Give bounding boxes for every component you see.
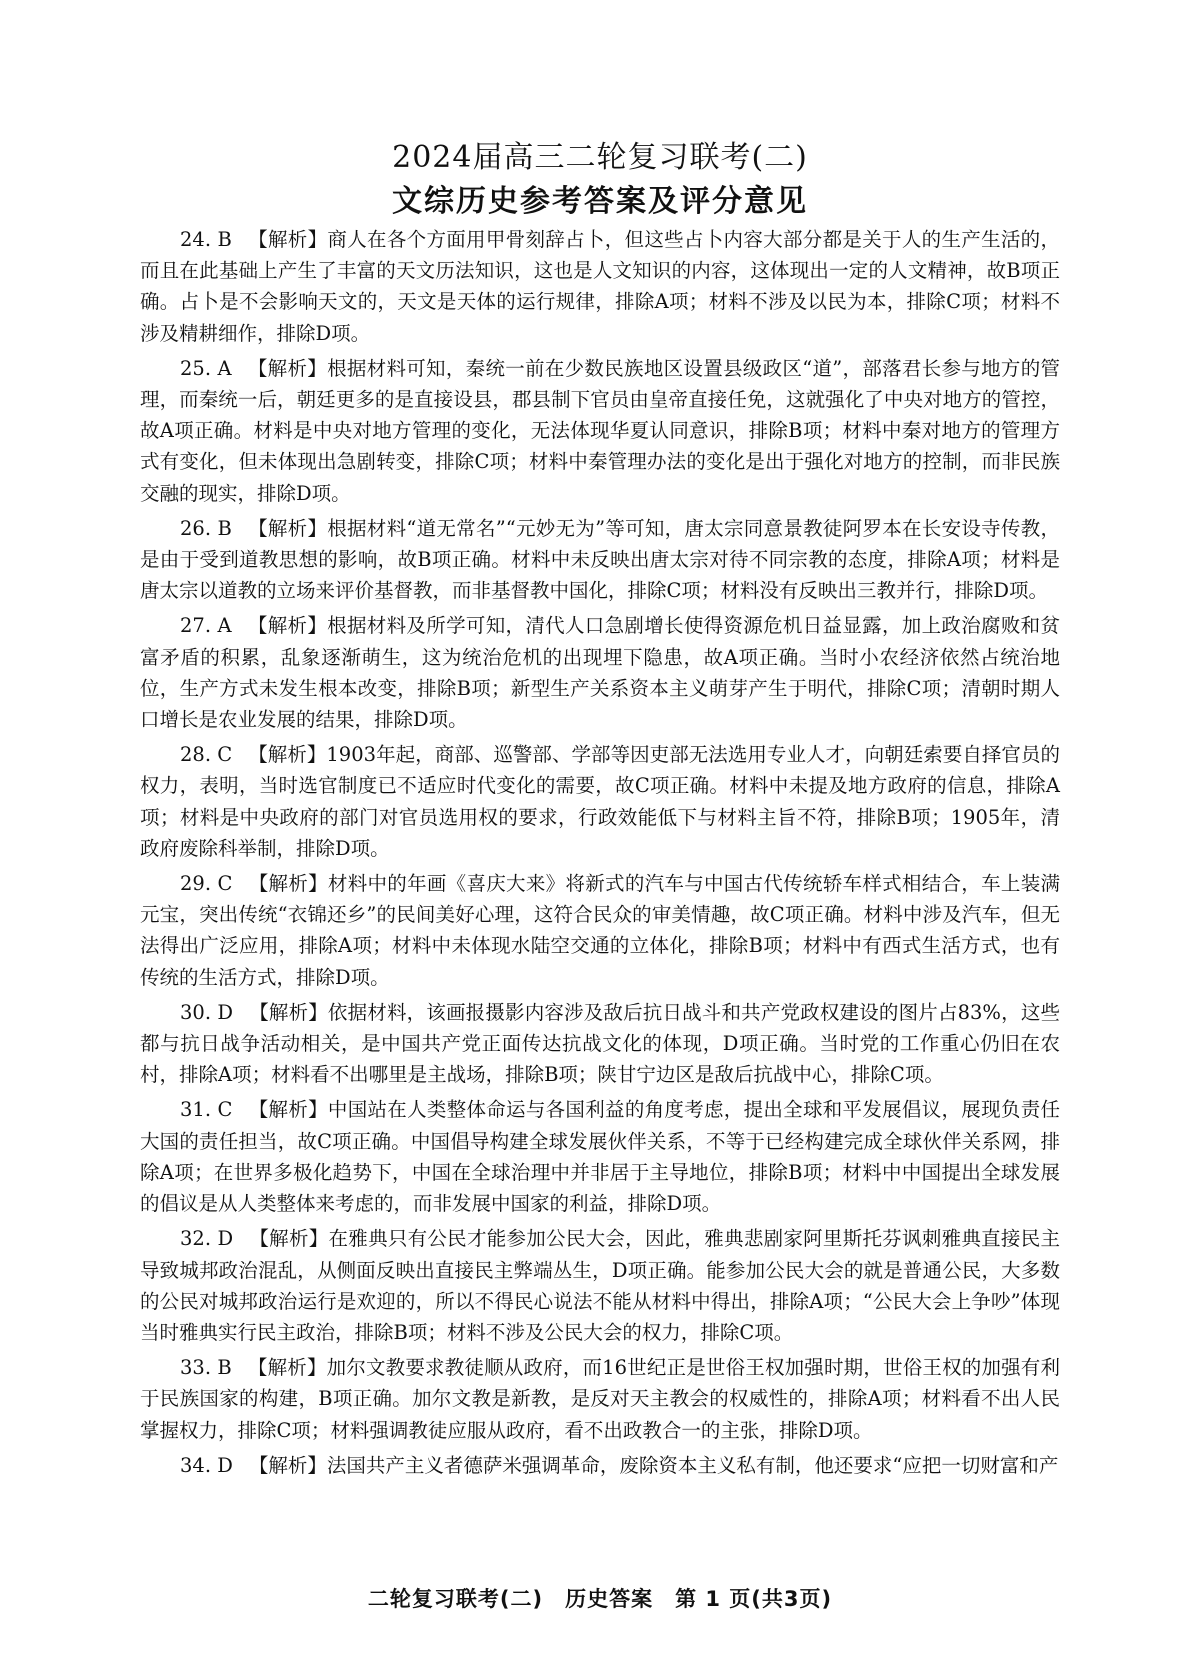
question-number: 27. A [180,614,232,638]
answer-explanation: 【解析】根据材料及所学可知，清代人口急剧增长使得资源危机日益显露，加上政治腐败和贫富矛盾的积累，乱象逐渐萌生，这为统治危机的出现埋下隐患，故A项正确。当时小农经济依然占统治地位，生产方式未发生根本改变，排除B项；新型生产关系资本主义萌芽产生于明代，排除C项；清朝时期人口增长是农业发展的结果，排除D项。 [140,614,1060,732]
answer-explanation: 【解析】根据材料“道无常名”“元妙无为”等可知，唐太宗同意景教徒阿罗本在长安设寺传教，是由于受到道教思想的影响，故B项正确。材料中未反映出唐太宗对待不同宗教的态度，排除A项；材料是唐太宗以道教的立场来评价基督教，而非基督教中国化，排除C项；材料没有反映出三教并行，排除D项。 [140,516,1060,603]
question-number: 28. C [180,743,233,767]
answer-item-28 [140,739,1060,864]
document-subtitle: 文综历史参考答案及评分意见 [392,184,808,219]
answer-explanation: 【解析】1903年起，商部、巡警部、学部等因吏部无法选用专业人才，向朝廷索要自择官员的权力，表明，当时选官制度已不适应时代变化的需要，故C项正确。材料中未提及地方政府的信息，排除A项；材料是中央政府的部门对官员选用权的要求，行政效能低下与材料主旨不符，排除B项；1905年，清政府废除科举制，排除D项。 [140,743,1060,860]
answer-item-27 [140,610,1060,735]
answer-explanation: 【解析】材料中的年画《喜庆大来》将新式的汽车与中国古代传统轿车样式相结合，车上装满元宝，突出传统“衣锦还乡”的民间美好心理，这符合民众的审美情趣，故C项正确。材料中涉及汽车，但无法得出广泛应用，排除A项；材料中未体现水陆空交通的立体化，排除B项；材料中有西式生活方式，也有传统的生活方式，排除D项。 [140,872,1060,989]
answer-explanation: 【解析】中国站在人类整体命运与各国利益的角度考虑，提出全球和平发展倡议，展现负责任大国的责任担当，故C项正确。中国倡导构建全球发展伙伴关系，不等于已经构建完成全球伙伴关系网，排除A项；在世界多极化趋势下，中国在全球治理中并非居于主导地位，排除B项；材料中中国提出全球发展的倡议是从人类整体来考虑的，而非发展中国家的利益，排除D项。 [140,1098,1060,1216]
answer-item-24 [140,224,1060,349]
answer-explanation: 【解析】法国共产主义者德萨米强调革命，废除资本主义私有制，他还要求“应把一切财富和产 [248,1453,1059,1477]
answer-explanation: 【解析】在雅典只有公民才能参加公民大会，因此，雅典悲剧家阿里斯托芬讽刺雅典直接民主导致城邦政治混乱，从侧面反映出直接民主弊端丛生，D项正确。能参加公民大会的就是普通公民，大多数的公民对城邦政治运行是欢迎的，所以不得民心说法不能从材料中得出，排除A项；“公民大会上争吵”体现当时雅典实行民主政治，排除B项；材料不涉及公民大会的权力，排除C项。 [140,1227,1060,1344]
answer-explanation: 【解析】商人在各个方面用甲骨刻辞占卜，但这些占卜内容大部分都是关于人的生产生活的，而且在此基础上产生了丰富的天文历法知识，这也是人文知识的内容，这体现出一定的人文精神，故B项正确。占卜是不会影响天文的，天文是天体的运行规律，排除A项；材料不涉及以民为本，排除C项；材料不涉及精耕细作，排除D项。 [140,228,1060,345]
question-number: 29. C [180,872,233,896]
question-number: 25. A [180,356,232,380]
question-number: 33. B [180,1356,232,1380]
answer-explanation: 【解析】根据材料可知，秦统一前在少数民族地区设置县级政区“道”，部落君长参与地方的管理，而秦统一后，朝廷更多的是直接设县，郡县制下官员由皇帝直接任免，这就强化了中央对地方的管控，故A项正确。材料是中央对地方管理的变化，无法体现华夏认同意识，排除B项；材料中秦对地方的管理方式有变化，但未体现出急剧转变，排除C项；材料中秦管理办法的变化是出于强化对地方的控制，而非民族交融的现实，排除D项。 [140,356,1060,505]
answer-item-34 [140,1450,1060,1481]
answer-item-31 [140,1094,1060,1219]
answer-list [140,224,1060,1485]
question-number: 31. C [180,1098,233,1122]
answer-item-29 [140,868,1060,993]
question-number: 26. B [180,516,232,540]
answer-item-25 [140,353,1060,509]
answer-explanation: 【解析】加尔文教要求教徒顺从政府，而16世纪正是世俗王权加强时期，世俗王权的加强有利于民族国家的构建，B项正确。加尔文教是新教，是反对天主教会的权威性的，排除A项；材料看不出人民掌握权力，排除C项；材料强调教徒应服从政府，看不出政教合一的主张，排除D项。 [140,1356,1060,1442]
question-number: 34. D [180,1453,233,1477]
document-title: 2024届高三二轮复习联考(二) [392,140,808,175]
question-number: 24. B [180,228,232,251]
answer-explanation: 【解析】依据材料，该画报摄影内容涉及敌后抗日战斗和共产党政权建设的图片占83%，这些都与抗日战争活动相关，是中国共产党正面传达抗战文化的体现，D项正确。当时党的工作重心仍旧在农村，排除A项；材料看不出哪里是主战场，排除B项；陕甘宁边区是敌后抗战中心，排除C项。 [140,1000,1060,1087]
question-number: 32. D [180,1227,234,1251]
answer-item-33 [140,1352,1060,1446]
answer-item-26 [140,513,1060,607]
question-number: 30. D [180,1000,234,1024]
page-footer: 二轮复习联考(二) 历史答案 第 1 页(共3页) [367,1587,833,1611]
answer-item-32 [140,1223,1060,1348]
answer-item-30 [140,997,1060,1091]
